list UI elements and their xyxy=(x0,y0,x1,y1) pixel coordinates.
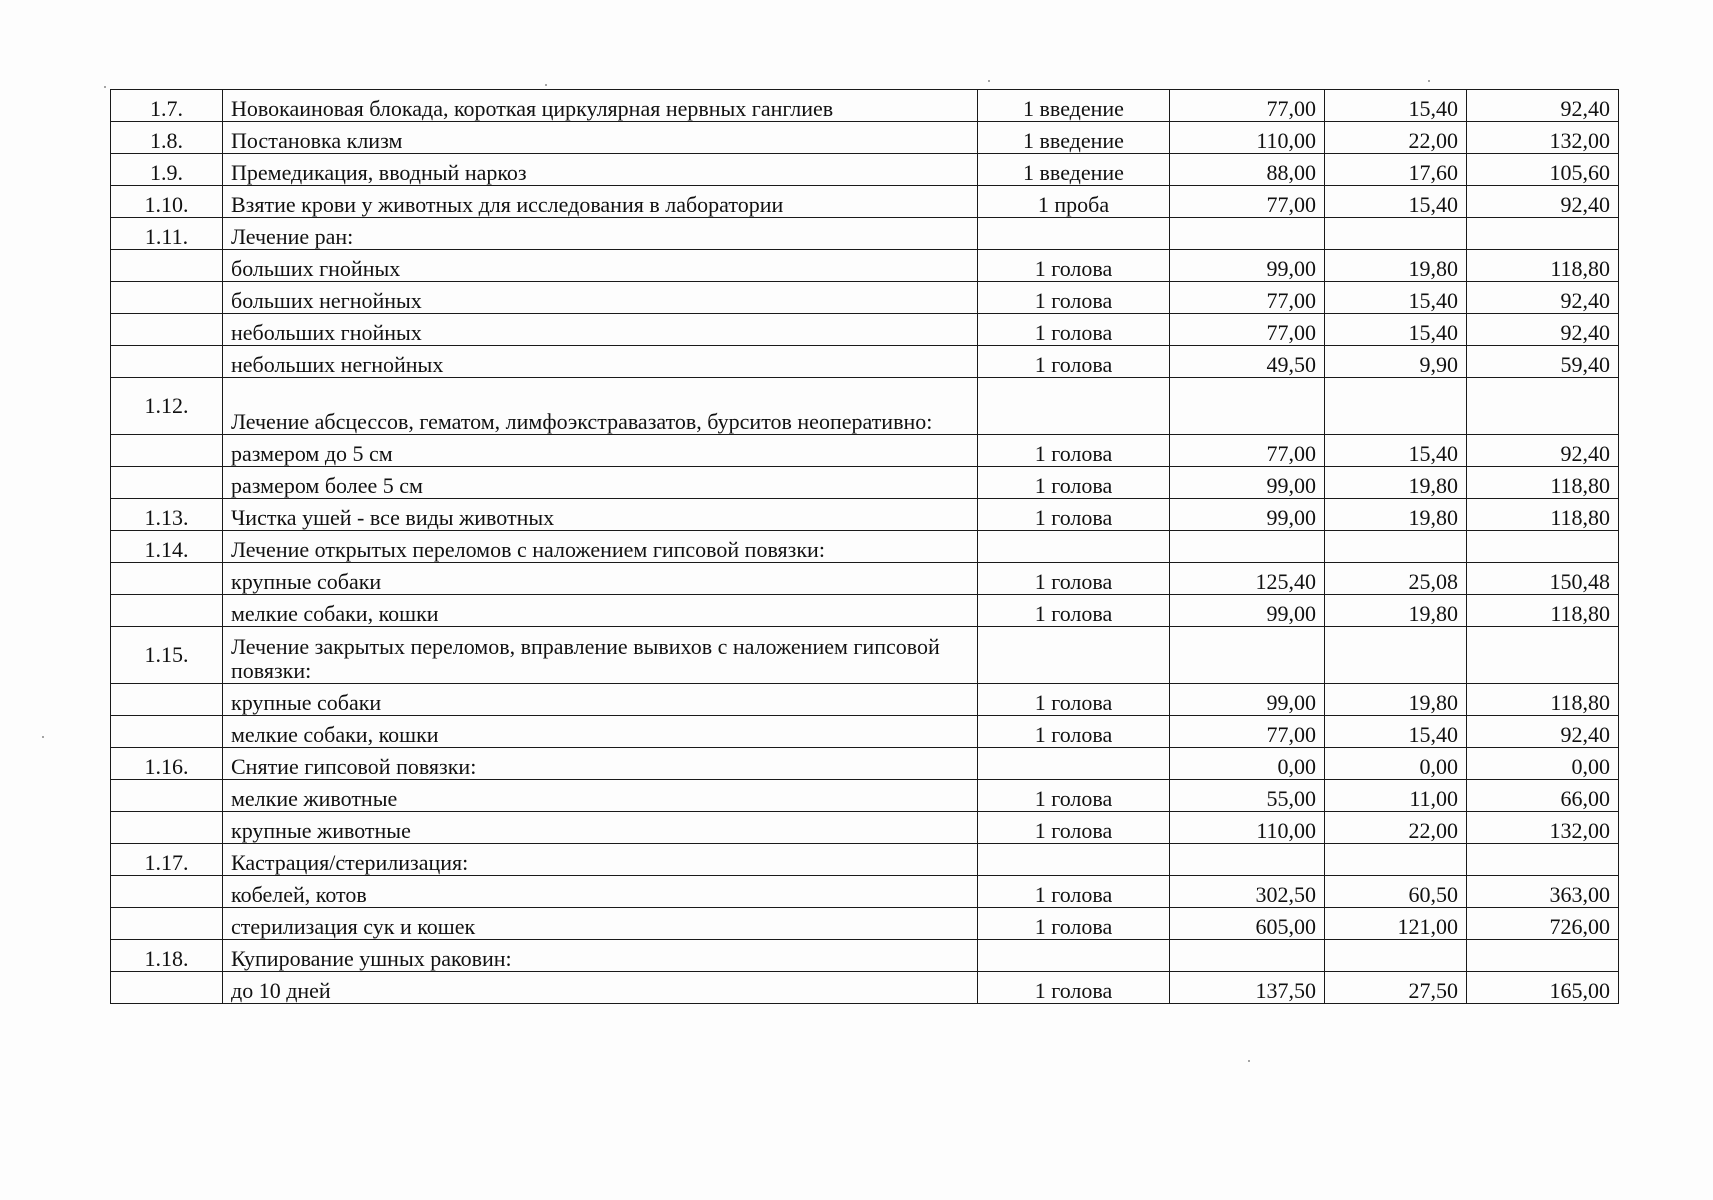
total-cell: 92,40 xyxy=(1467,282,1619,314)
total-cell: 92,40 xyxy=(1467,314,1619,346)
table-row xyxy=(111,972,1619,1004)
service-name-cell: Чистка ушей - все виды животных xyxy=(223,499,978,531)
table-row xyxy=(111,844,1619,876)
unit-cell: 1 голова xyxy=(978,972,1170,1004)
price-cell: 77,00 xyxy=(1170,314,1325,346)
total-cell: 105,60 xyxy=(1467,154,1619,186)
service-number-cell xyxy=(111,314,223,346)
vat-cell: 22,00 xyxy=(1325,812,1467,844)
service-number-cell xyxy=(111,684,223,716)
service-number-cell: 1.8. xyxy=(111,122,223,154)
vat-cell xyxy=(1325,940,1467,972)
unit-cell: 1 проба xyxy=(978,186,1170,218)
service-name-cell: Лечение открытых переломов с наложением гипсовой повязки: xyxy=(223,531,978,563)
table-row xyxy=(111,595,1619,627)
total-cell: 118,80 xyxy=(1467,595,1619,627)
service-name-cell: до 10 дней xyxy=(223,972,978,1004)
service-name-cell: мелкие животные xyxy=(223,780,978,812)
service-name-cell: Лечение закрытых переломов, вправление вывихов с наложением гипсовой повязки: xyxy=(223,627,978,684)
vat-cell xyxy=(1325,378,1467,435)
total-cell: 92,40 xyxy=(1467,716,1619,748)
service-number-cell xyxy=(111,780,223,812)
total-cell: 66,00 xyxy=(1467,780,1619,812)
table-row xyxy=(111,812,1619,844)
unit-cell xyxy=(978,627,1170,684)
table-row xyxy=(111,435,1619,467)
total-cell: 92,40 xyxy=(1467,435,1619,467)
vat-cell: 60,50 xyxy=(1325,876,1467,908)
service-number-cell xyxy=(111,908,223,940)
service-number-cell xyxy=(111,282,223,314)
unit-cell: 1 голова xyxy=(978,314,1170,346)
price-cell xyxy=(1170,844,1325,876)
vat-cell xyxy=(1325,844,1467,876)
service-name-cell: больших негнойных xyxy=(223,282,978,314)
total-cell xyxy=(1467,844,1619,876)
price-cell: 125,40 xyxy=(1170,563,1325,595)
table-row xyxy=(111,908,1619,940)
service-number-cell: 1.9. xyxy=(111,154,223,186)
service-name-cell: мелкие собаки, кошки xyxy=(223,716,978,748)
table-row xyxy=(111,314,1619,346)
scan-speck xyxy=(1428,80,1430,82)
price-cell: 88,00 xyxy=(1170,154,1325,186)
unit-cell xyxy=(978,531,1170,563)
service-number-cell: 1.11. xyxy=(111,218,223,250)
service-number-cell: 1.18. xyxy=(111,940,223,972)
service-name-cell: Премедикация, вводный наркоз xyxy=(223,154,978,186)
table-row xyxy=(111,122,1619,154)
table-row xyxy=(111,186,1619,218)
unit-cell xyxy=(978,218,1170,250)
service-name-cell: Новокаиновая блокада, короткая циркулярная нервных ганглиев xyxy=(223,90,978,122)
service-number-cell: 1.16. xyxy=(111,748,223,780)
total-cell xyxy=(1467,940,1619,972)
vat-cell: 22,00 xyxy=(1325,122,1467,154)
price-cell: 99,00 xyxy=(1170,684,1325,716)
unit-cell: 1 голова xyxy=(978,684,1170,716)
total-cell: 118,80 xyxy=(1467,250,1619,282)
price-cell: 137,50 xyxy=(1170,972,1325,1004)
unit-cell: 1 голова xyxy=(978,595,1170,627)
vat-cell: 15,40 xyxy=(1325,90,1467,122)
total-cell: 59,40 xyxy=(1467,346,1619,378)
table-row xyxy=(111,716,1619,748)
service-number-cell: 1.14. xyxy=(111,531,223,563)
unit-cell: 1 голова xyxy=(978,563,1170,595)
unit-cell xyxy=(978,844,1170,876)
price-cell: 77,00 xyxy=(1170,90,1325,122)
total-cell: 363,00 xyxy=(1467,876,1619,908)
service-number-cell xyxy=(111,716,223,748)
unit-cell xyxy=(978,940,1170,972)
unit-cell: 1 голова xyxy=(978,499,1170,531)
table-row xyxy=(111,531,1619,563)
price-cell: 605,00 xyxy=(1170,908,1325,940)
unit-cell: 1 введение xyxy=(978,154,1170,186)
unit-cell: 1 голова xyxy=(978,346,1170,378)
table-row xyxy=(111,780,1619,812)
vat-cell xyxy=(1325,531,1467,563)
service-name-cell: небольших гнойных xyxy=(223,314,978,346)
vat-cell: 19,80 xyxy=(1325,684,1467,716)
price-cell xyxy=(1170,627,1325,684)
service-number-cell xyxy=(111,346,223,378)
table-row xyxy=(111,467,1619,499)
price-cell: 77,00 xyxy=(1170,435,1325,467)
vat-cell: 25,08 xyxy=(1325,563,1467,595)
unit-cell xyxy=(978,378,1170,435)
total-cell: 726,00 xyxy=(1467,908,1619,940)
service-number-cell xyxy=(111,972,223,1004)
service-name-cell: Взятие крови у животных для исследования в лаборатории xyxy=(223,186,978,218)
table-row xyxy=(111,154,1619,186)
table-row xyxy=(111,378,1619,435)
price-cell: 77,00 xyxy=(1170,716,1325,748)
service-number-cell: 1.15. xyxy=(111,627,223,684)
table-row xyxy=(111,627,1619,684)
price-cell: 77,00 xyxy=(1170,282,1325,314)
vat-cell: 0,00 xyxy=(1325,748,1467,780)
service-name-cell: размером более 5 см xyxy=(223,467,978,499)
price-cell: 55,00 xyxy=(1170,780,1325,812)
service-name-cell: кобелей, котов xyxy=(223,876,978,908)
vat-cell: 121,00 xyxy=(1325,908,1467,940)
service-name-cell: больших гнойных xyxy=(223,250,978,282)
price-cell: 0,00 xyxy=(1170,748,1325,780)
unit-cell: 1 голова xyxy=(978,250,1170,282)
table-row xyxy=(111,499,1619,531)
table-row xyxy=(111,282,1619,314)
service-number-cell: 1.17. xyxy=(111,844,223,876)
price-cell xyxy=(1170,531,1325,563)
price-cell: 99,00 xyxy=(1170,467,1325,499)
table-row xyxy=(111,90,1619,122)
vat-cell: 15,40 xyxy=(1325,435,1467,467)
vat-cell: 11,00 xyxy=(1325,780,1467,812)
table-row xyxy=(111,250,1619,282)
table-row xyxy=(111,346,1619,378)
vat-cell: 17,60 xyxy=(1325,154,1467,186)
vat-cell: 19,80 xyxy=(1325,595,1467,627)
price-cell: 99,00 xyxy=(1170,250,1325,282)
service-number-cell: 1.13. xyxy=(111,499,223,531)
service-number-cell xyxy=(111,812,223,844)
price-cell: 110,00 xyxy=(1170,122,1325,154)
price-cell: 99,00 xyxy=(1170,499,1325,531)
service-name-cell: небольших негнойных xyxy=(223,346,978,378)
vat-cell: 19,80 xyxy=(1325,467,1467,499)
table-row xyxy=(111,876,1619,908)
unit-cell: 1 голова xyxy=(978,435,1170,467)
table-row xyxy=(111,218,1619,250)
total-cell xyxy=(1467,627,1619,684)
table-row xyxy=(111,563,1619,595)
service-number-cell xyxy=(111,435,223,467)
total-cell xyxy=(1467,218,1619,250)
unit-cell: 1 голова xyxy=(978,876,1170,908)
table-row xyxy=(111,940,1619,972)
total-cell: 132,00 xyxy=(1467,812,1619,844)
service-number-cell: 1.10. xyxy=(111,186,223,218)
service-name-cell: крупные собаки xyxy=(223,563,978,595)
total-cell: 118,80 xyxy=(1467,499,1619,531)
unit-cell: 1 введение xyxy=(978,90,1170,122)
service-number-cell: 1.7. xyxy=(111,90,223,122)
unit-cell: 1 голова xyxy=(978,282,1170,314)
scan-speck xyxy=(42,736,44,738)
vat-cell: 19,80 xyxy=(1325,250,1467,282)
service-name-cell: крупные животные xyxy=(223,812,978,844)
total-cell: 118,80 xyxy=(1467,467,1619,499)
unit-cell: 1 введение xyxy=(978,122,1170,154)
unit-cell: 1 голова xyxy=(978,780,1170,812)
vat-cell xyxy=(1325,218,1467,250)
vat-cell: 15,40 xyxy=(1325,716,1467,748)
service-number-cell xyxy=(111,250,223,282)
scan-speck xyxy=(104,86,106,88)
total-cell: 118,80 xyxy=(1467,684,1619,716)
service-name-cell: Лечение ран: xyxy=(223,218,978,250)
price-cell xyxy=(1170,940,1325,972)
service-number-cell xyxy=(111,876,223,908)
total-cell xyxy=(1467,531,1619,563)
service-name-cell: размером до 5 см xyxy=(223,435,978,467)
price-cell: 99,00 xyxy=(1170,595,1325,627)
vat-cell: 15,40 xyxy=(1325,282,1467,314)
unit-cell: 1 голова xyxy=(978,467,1170,499)
vat-cell: 15,40 xyxy=(1325,314,1467,346)
unit-cell: 1 голова xyxy=(978,812,1170,844)
total-cell: 150,48 xyxy=(1467,563,1619,595)
scan-speck xyxy=(545,84,547,86)
total-cell: 92,40 xyxy=(1467,186,1619,218)
total-cell: 0,00 xyxy=(1467,748,1619,780)
price-cell: 49,50 xyxy=(1170,346,1325,378)
service-name-cell: Снятие гипсовой повязки: xyxy=(223,748,978,780)
service-number-cell xyxy=(111,563,223,595)
unit-cell xyxy=(978,748,1170,780)
service-name-cell: Постановка клизм xyxy=(223,122,978,154)
price-cell xyxy=(1170,218,1325,250)
price-cell xyxy=(1170,378,1325,435)
table-row xyxy=(111,684,1619,716)
price-list-table xyxy=(110,89,1619,1004)
price-cell: 77,00 xyxy=(1170,186,1325,218)
vat-cell: 19,80 xyxy=(1325,499,1467,531)
service-name-cell: Купирование ушных раковин: xyxy=(223,940,978,972)
unit-cell: 1 голова xyxy=(978,716,1170,748)
scan-speck xyxy=(988,80,990,82)
service-name-cell: стерилизация сук и кошек xyxy=(223,908,978,940)
price-table-body xyxy=(111,90,1619,1004)
unit-cell: 1 голова xyxy=(978,908,1170,940)
total-cell: 92,40 xyxy=(1467,90,1619,122)
service-number-cell: 1.12. xyxy=(111,378,223,435)
price-cell: 302,50 xyxy=(1170,876,1325,908)
service-number-cell xyxy=(111,467,223,499)
vat-cell: 9,90 xyxy=(1325,346,1467,378)
total-cell xyxy=(1467,378,1619,435)
service-name-cell: Лечение абсцессов, гематом, лимфоэкстравазатов, бурситов неоперативно: xyxy=(223,378,978,435)
scan-speck xyxy=(1248,1060,1250,1062)
service-name-cell: Кастрация/стерилизация: xyxy=(223,844,978,876)
service-name-cell: мелкие собаки, кошки xyxy=(223,595,978,627)
vat-cell: 27,50 xyxy=(1325,972,1467,1004)
service-name-cell: крупные собаки xyxy=(223,684,978,716)
total-cell: 132,00 xyxy=(1467,122,1619,154)
table-row xyxy=(111,748,1619,780)
total-cell: 165,00 xyxy=(1467,972,1619,1004)
price-cell: 110,00 xyxy=(1170,812,1325,844)
vat-cell: 15,40 xyxy=(1325,186,1467,218)
vat-cell xyxy=(1325,627,1467,684)
service-number-cell xyxy=(111,595,223,627)
